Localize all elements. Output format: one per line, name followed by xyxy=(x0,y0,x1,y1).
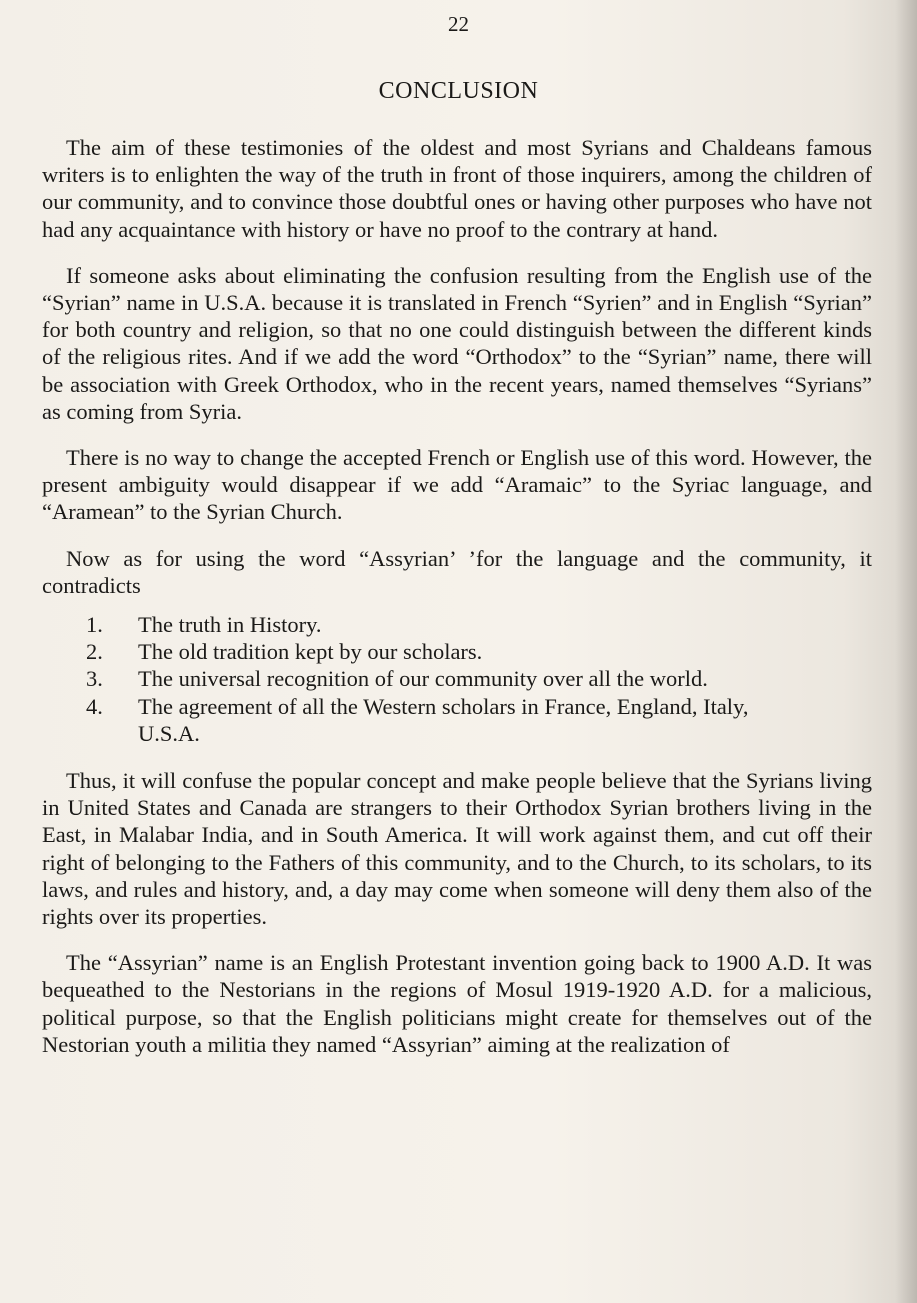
list-item xyxy=(86,693,872,747)
page-edge-shadow xyxy=(895,0,917,1303)
list-item-number: 3. xyxy=(86,666,103,692)
body-text xyxy=(42,134,872,1077)
paragraph-aim: The aim of these testimonies of the oldest and most Syrians and Chaldeans famous writers is to enlighten the way of the truth in front of those inquirers, among the children of our community, and to convince those doubtful ones or having other purposes who have not had any acquaintance with history or have no proof to the contrary at hand. xyxy=(42,135,872,242)
list-item-number: 1. xyxy=(86,612,103,638)
paragraph-no-way: There is no way to change the accepted French or English use of this word. However, the present ambiguity would disappear if we add “Aramaic” to the Syriac language, and “Aramean” to the Syrian Church. xyxy=(42,445,872,525)
list-item xyxy=(86,665,872,692)
list-item-number: 2. xyxy=(86,639,103,665)
contradiction-list xyxy=(42,611,872,747)
list-item-text: The agreement of all the Western scholars in France, England, Italy, U.S.A. xyxy=(138,693,749,746)
paragraph-assyrian-invention: The “Assyrian” name is an English Protestant invention going back to 1900 A.D. It was bequeathed to the Nestorians in the regions of Mosul 1919-1920 A.D. for a malicious, political purpose, so that the English politicians might create for themselves out of the Nestorian youth a militia they named “Assyrian” aiming at the realization of xyxy=(42,950,872,1057)
list-item-number: 4. xyxy=(86,693,103,719)
list-item-text: The universal recognition of our community over all the world. xyxy=(138,666,708,692)
list-item-text: The old tradition kept by our scholars. xyxy=(138,639,483,665)
page-title: CONCLUSION xyxy=(378,78,539,104)
paragraph-confusion: If someone asks about eliminating the confusion resulting from the English use of the “Syrian” name in U.S.A. because it is translated in French “Syrien” and in English “Syrian” for both country and religion, so that no one could distinguish between the different kinds of the religious rites. And if we add the word “Orthodox” to the “Syrian” name, there will be association with Greek Orthodox, who in the recent years, named themselves “Syrians” as coming from Syria. xyxy=(42,262,872,424)
page-number: 22 xyxy=(448,12,469,36)
list-item xyxy=(86,638,872,665)
paragraph-confuse-concept: Thus, it will confuse the popular concept and make people believe that the Syrians living in United States and Canada are strangers to their Orthodox Syrian brothers living in the East, in Malabar India, and in South America. It will work against them, and cut off their right of belonging to the Fathers of this community, and to the Church, to its scholars, to its laws, and rules and history, and, a day may come when someone will deny them also of the rights over its properties. xyxy=(42,768,872,930)
paragraph-assyrian-word: Now as for using the word “Assyrian’ ’for the language and the community, it contradicts xyxy=(42,545,872,598)
list-item-text: The truth in History. xyxy=(138,612,322,638)
list-item xyxy=(86,611,872,638)
